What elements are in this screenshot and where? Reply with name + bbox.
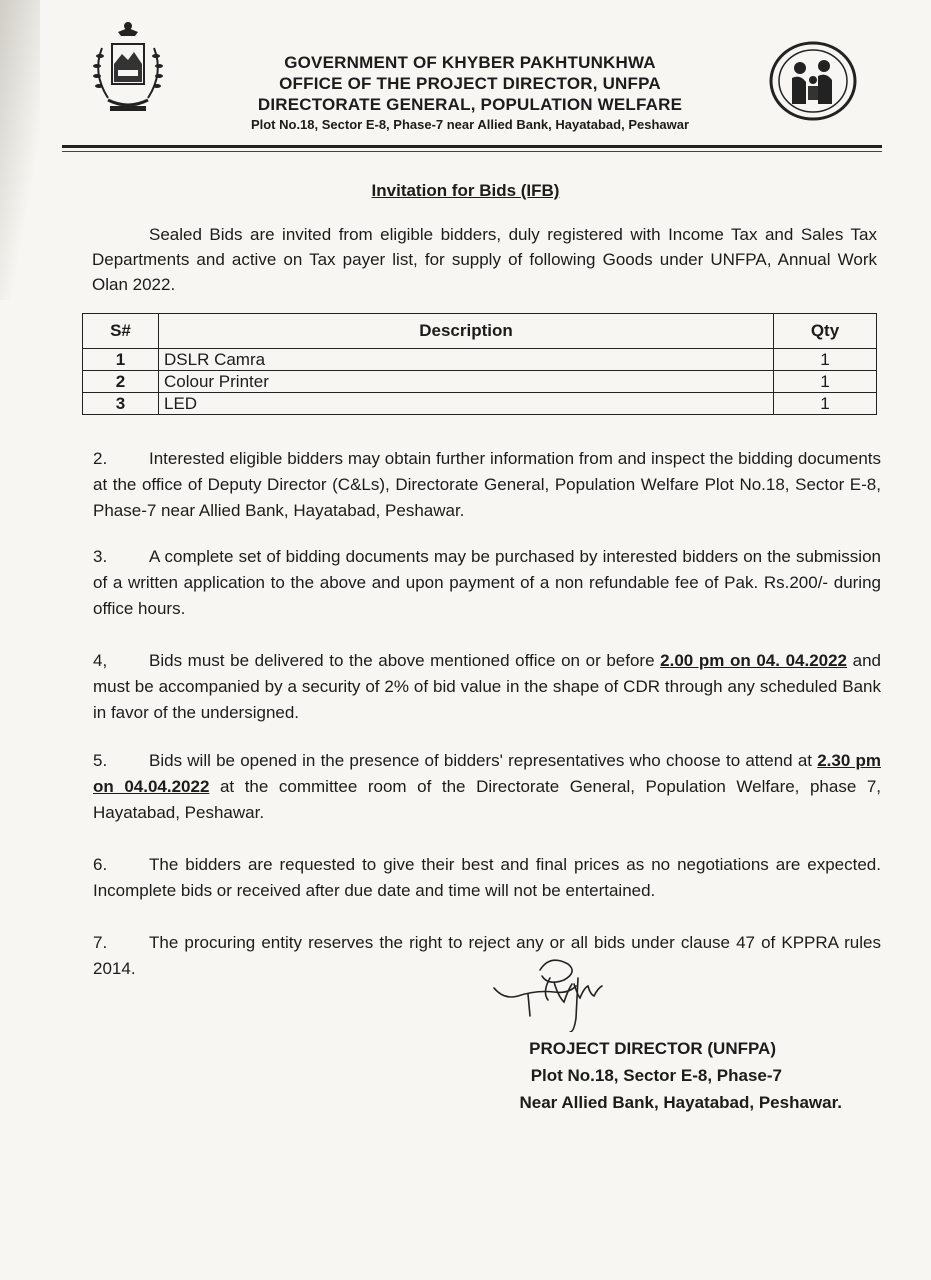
paragraph-4 xyxy=(93,648,881,726)
goods-table xyxy=(82,313,877,415)
row-sn: 3 xyxy=(83,393,159,415)
paragraph-6 xyxy=(93,852,881,904)
letterhead-line-3: DIRECTORATE GENERAL, POPULATION WELFARE xyxy=(257,95,683,114)
paragraph-text: The procuring entity reserves the right to reject any or all bids under clause 47 of KPPRA rules 2014. xyxy=(93,933,881,978)
row-sn: 2 xyxy=(83,371,159,393)
signatory-title: PROJECT DIRECTOR (UNFPA) xyxy=(529,1039,776,1058)
row-description: DSLR Camra xyxy=(159,349,774,371)
header-rule-thin xyxy=(62,151,882,152)
paragraph-5 xyxy=(93,748,881,826)
row-qty: 1 xyxy=(774,371,877,393)
paragraph-number: 4, xyxy=(93,651,108,670)
paragraph-7 xyxy=(93,930,881,982)
signatory-block xyxy=(462,1035,842,1116)
paragraph-text: and must be accompanied by a security of 2% of bid value in the shape of CDR through any scheduled Bank in favor of the undersigned. xyxy=(93,651,882,722)
paragraph-number: 3. xyxy=(93,547,108,566)
scan-shadow xyxy=(0,0,40,300)
row-description: LED xyxy=(159,393,774,415)
paragraph-2 xyxy=(93,446,881,524)
letterhead-address: Plot No.18, Sector E-8, Phase-7 near Allied Bank, Hayatabad, Peshawar xyxy=(250,117,690,132)
intro-text: Sealed Bids are invited from eligible bidders, duly registered with Income Tax and Sales Tax Departments and active on Tax payer list, for supply of following Goods under UNFPA, Annual Work Olan 2022. xyxy=(92,225,877,294)
header-rule-thick xyxy=(62,145,882,148)
paragraph-text: Interested eligible bidders may obtain further information from and inspect the bidding documents at the office of Deputy Director (C&Ls), Directorate General, Population Welfare Plot No.18, Sector E-8, Phase-7 near Allied Bank, Hayatabad, Peshawar. xyxy=(93,449,881,520)
paragraph-text: A complete set of bidding documents may be purchased by interested bidders on the submission of a written application to the above and upon payment of a non refundable fee of Pak. Rs.200/- during office hours. xyxy=(93,547,881,618)
paragraph-text: Bids will be opened in the presence of bidders' representatives who choose to attend at xyxy=(149,751,818,770)
handwritten-signature xyxy=(490,952,630,1032)
bid-deadline: 2.00 pm on 04. 04.2022 xyxy=(660,651,848,670)
letterhead xyxy=(205,52,735,134)
document-title xyxy=(0,181,931,201)
bid-opening-time: 2.30 pm on 04.04.2022 xyxy=(93,751,881,796)
table-row xyxy=(83,349,877,371)
table-row xyxy=(83,371,877,393)
document-title-text: Invitation for Bids (IFB) xyxy=(371,181,560,200)
table-header-row xyxy=(83,314,877,349)
population-welfare-family-logo-icon xyxy=(768,40,858,122)
header-qty: Qty xyxy=(774,314,877,349)
row-qty: 1 xyxy=(774,393,877,415)
row-description: Colour Printer xyxy=(159,371,774,393)
paragraph-number: 7. xyxy=(93,933,108,952)
paragraph-text: Bids must be delivered to the above mentioned office on or before xyxy=(149,651,661,670)
signatory-address-1: Plot No.18, Sector E-8, Phase-7 xyxy=(530,1066,782,1085)
paragraph-text: The bidders are requested to give their best and final prices as no negotiations are expected. Incomplete bids or received after due date and time will not be entertained. xyxy=(93,855,881,900)
paragraph-number: 5. xyxy=(93,751,108,770)
signatory-address-2: Near Allied Bank, Hayatabad, Peshawar. xyxy=(519,1093,842,1112)
paragraph-text: at the committee room of the Directorate General, Population Welfare, phase 7, Hayatabad, Peshawar. xyxy=(93,777,882,822)
paragraph-number: 6. xyxy=(93,855,108,874)
header-description: Description xyxy=(159,314,774,349)
paragraph-number: 2. xyxy=(93,449,108,468)
letterhead-line-1: GOVERNMENT OF KHYBER PAKHTUNKHWA xyxy=(284,53,656,72)
letterhead-line-2: OFFICE OF THE PROJECT DIRECTOR, UNFPA xyxy=(279,74,661,93)
row-qty: 1 xyxy=(774,349,877,371)
row-sn: 1 xyxy=(83,349,159,371)
header-sn: S# xyxy=(83,314,159,349)
kp-government-emblem-icon xyxy=(88,18,168,118)
paragraph-3 xyxy=(93,544,881,622)
intro-paragraph xyxy=(92,222,877,297)
table-row xyxy=(83,393,877,415)
